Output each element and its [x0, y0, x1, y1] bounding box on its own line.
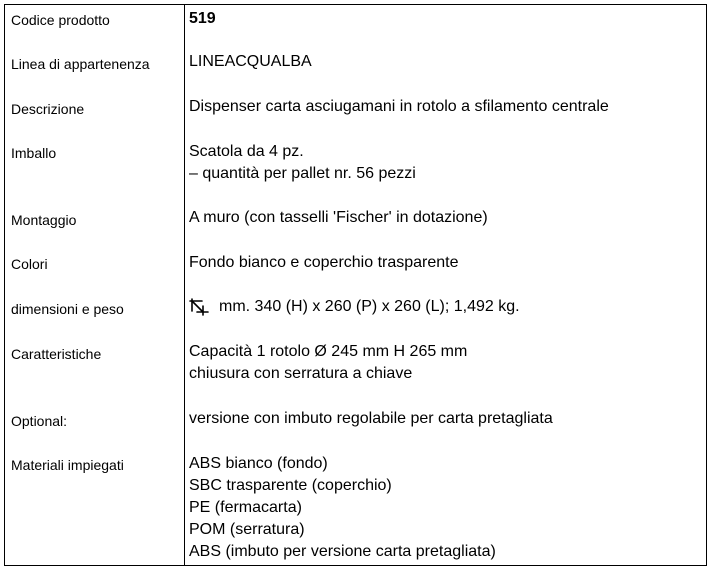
label-montaggio: Montaggio: [11, 212, 77, 228]
value-linea: LINEACQUALBA: [189, 53, 312, 70]
value-descrizione: Dispenser carta asciugamani in rotolo a sfilamento centrale: [189, 98, 609, 115]
value-montaggio: A muro (con tasselli 'Fischer' in dotazione): [189, 209, 488, 226]
value-optional: versione con imbuto regolabile per carta pretagliata: [189, 410, 553, 427]
label-descrizione: Descrizione: [11, 101, 85, 117]
value-imballo: [189, 141, 416, 185]
value-caratteristiche: [189, 341, 467, 385]
label-colori: Colori: [11, 256, 48, 272]
value-materiali: [189, 453, 496, 563]
label-codice-prodotto: Codice prodotto: [11, 12, 110, 28]
materiali-line: ABS bianco (fondo): [189, 455, 328, 472]
materiali-line: PE (fermacarta): [189, 499, 302, 516]
imballo-line: – quantità per pallet nr. 56 pezzi: [189, 165, 416, 182]
label-optional: Optional:: [11, 413, 68, 429]
label-imballo: Imballo: [11, 145, 57, 161]
column-divider: [184, 5, 185, 565]
value-dimensioni-row: [189, 296, 520, 318]
label-linea: Linea di appartenenza: [11, 56, 150, 72]
value-colori: Fondo bianco e coperchio trasparente: [189, 254, 459, 271]
caratteristiche-line: Capacità 1 rotolo Ø 245 mm H 265 mm: [189, 343, 468, 360]
materiali-line: ABS (imbuto per versione carta pretagliata): [189, 543, 496, 560]
product-spec-table: [4, 4, 707, 566]
resize-arrows-icon: [189, 298, 209, 316]
label-dimensioni: dimensioni e peso: [11, 301, 124, 317]
value-codice-prodotto: 519: [189, 10, 216, 27]
dimensioni-text: mm. 340 (H) x 260 (P) x 260 (L); 1,492 kg.: [219, 298, 520, 315]
label-materiali: Materiali impiegati: [11, 457, 124, 473]
materiali-line: SBC trasparente (coperchio): [189, 477, 392, 494]
imballo-line: Scatola da 4 pz.: [189, 143, 304, 160]
label-caratteristiche: Caratteristiche: [11, 346, 102, 362]
materiali-line: POM (serratura): [189, 521, 305, 538]
caratteristiche-line: chiusura con serratura a chiave: [189, 365, 413, 382]
